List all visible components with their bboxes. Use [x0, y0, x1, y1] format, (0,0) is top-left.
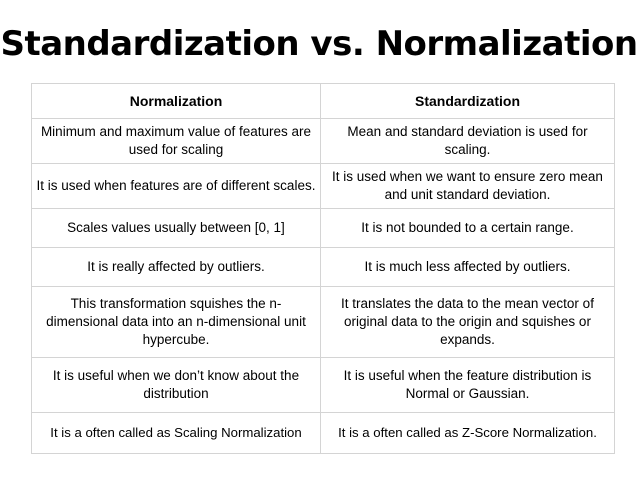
- normalization-cell: Minimum and maximum value of features are used for scaling: [32, 119, 321, 164]
- table-row: [32, 413, 615, 454]
- normalization-cell: It is a often called as Scaling Normalization: [32, 413, 321, 454]
- normalization-cell: It is used when features are of different scales.: [32, 164, 321, 209]
- column-header-normalization: Normalization: [32, 84, 321, 119]
- standardization-cell: It is much less affected by outliers.: [321, 248, 615, 287]
- table-row: [32, 248, 615, 287]
- normalization-cell: This transformation squishes the n-dimensional data into an n-dimensional unit hypercube.: [32, 287, 321, 358]
- table-row: [32, 119, 615, 164]
- standardization-cell: It is a often called as Z-Score Normalization.: [321, 413, 615, 454]
- column-header-standardization: Standardization: [321, 84, 615, 119]
- slide-title: Standardization vs. Normalization: [0, 24, 638, 64]
- table-row: [32, 287, 615, 358]
- normalization-cell: It is really affected by outliers.: [32, 248, 321, 287]
- table-row: [32, 164, 615, 209]
- standardization-cell: It is used when we want to ensure zero mean and unit standard deviation.: [321, 164, 615, 209]
- table-row: [32, 209, 615, 248]
- standardization-cell: It is not bounded to a certain range.: [321, 209, 615, 248]
- table-header-row: [32, 84, 615, 119]
- comparison-table: [31, 83, 615, 454]
- standardization-cell: It is useful when the feature distribution is Normal or Gaussian.: [321, 358, 615, 413]
- normalization-cell: Scales values usually between [0, 1]: [32, 209, 321, 248]
- standardization-cell: It translates the data to the mean vector of original data to the origin and squishes or expands.: [321, 287, 615, 358]
- table-row: [32, 358, 615, 413]
- normalization-cell: It is useful when we don’t know about the distribution: [32, 358, 321, 413]
- standardization-cell: Mean and standard deviation is used for scaling.: [321, 119, 615, 164]
